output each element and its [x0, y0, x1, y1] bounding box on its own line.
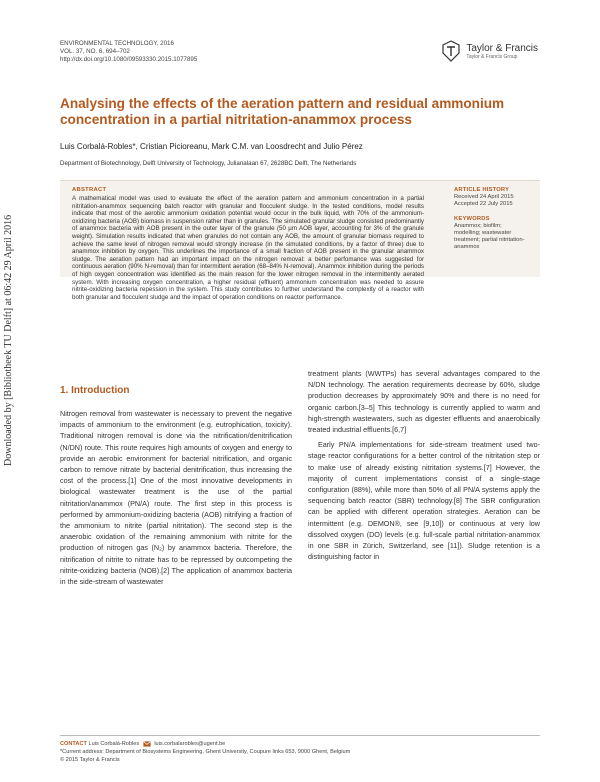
article-title: Analysing the effects of the aeration pattern and residual ammonium concentration in a partial nitritation-anammox process — [60, 96, 505, 127]
footer — [60, 740, 540, 764]
keyword-line: modelling; wastewater — [454, 230, 512, 237]
copyright: © 2015 Taylor & Francis — [60, 757, 120, 763]
contact-email[interactable]: luis.corbalarobles@ugent.be — [154, 741, 226, 747]
publisher-group: Taylor & Francis Group — [466, 53, 518, 60]
author-list: Luis Corbalá-Robles*, Cristian Picioreanu, Mark C.M. van Loosdrecht and Julio Pérez — [60, 142, 363, 151]
article-sidebar — [454, 187, 534, 252]
publisher-name: Taylor & Francis — [466, 42, 538, 54]
keywords-heading: KEYWORDS — [454, 215, 490, 222]
article-history-heading: ARTICLE HISTORY — [454, 187, 510, 193]
journal-volume: VOL. 37, NO. 6, 694–702 — [60, 48, 130, 55]
abstract-heading: ABSTRACT — [72, 187, 107, 193]
footer-divider — [60, 735, 540, 736]
contact-name: Luis Corbalá-Robles — [88, 741, 140, 747]
body-column-left — [60, 408, 292, 591]
affiliation: Department of Biotechnology, Delft University of Technology, Julianalaan 67, 2628BC Delft, The Netherlands — [60, 160, 357, 167]
keyword-line: treatment; partial nitritation- — [454, 237, 525, 244]
journal-meta — [60, 40, 197, 64]
paragraph: treatment plants (WWTPs) has several advantages compared to the N/DN technology. The aeration requirements decrease by 60%, sludge production decreases by approximately 90% and there is no need for organic carbon.[3–5] This technology is currently applied to warm and high-strength wastewaters, such as digester effluents and anaerobically treated industrial effluents.[6,7] — [308, 369, 540, 435]
journal-name: ENVIRONMENTAL TECHNOLOGY, 2016 — [60, 40, 174, 47]
keyword-line: Anammox; biofilm; — [454, 222, 502, 229]
mail-icon — [143, 741, 151, 747]
current-address: *Current address: Department of Biosystems Engineering, Ghent University, Coupure links 653, 9000 Ghent, Belgium — [60, 749, 351, 755]
journal-doi[interactable]: http://dx.doi.org/10.1080/09593330.2015.1077895 — [60, 56, 198, 63]
download-watermark: Downloaded by [Bibliotheek TU Delft] at 06:42 29 April 2016 — [3, 214, 14, 466]
publisher-logo — [441, 40, 538, 62]
publisher-logo-icon — [441, 40, 461, 62]
received-date: Received 24 April 2015 — [454, 194, 514, 201]
accepted-date: Accepted 22 July 2015 — [454, 201, 513, 208]
abstract-text: A mathematical model was used to evaluate the effect of the aeration pattern and ammonium concentration in a partial nitritation-anammox sequencing batch reactor with granular and flocculent sludge. In the tested conditions, model results indicate that most of the aerobic ammonium oxidation potential would occur in the bulk liquid, with 70% of the ammonium-oxidizing bacteria (AOB) biomass in suspension rather than in granules. The simulated granular sludge consisted predominantly of anammox bacteria with AOB present in the outer layer of the granule (50 µm AOB layer, accounting for 3% of the granule weight). Simulation results indicated that when granules do not contain any AOB, the amount of granular biomass required to achieve the same level of nitrogen removal would strongly increase (in the simulated conditions, by a factor of three) due to anammox inhibition by oxygen. This underlines the importance of a small fraction of AOB present in the granular anammox sludge. The aeration pattern had an important impact on the nitrogen removal: a better perfomance was suggested for continuous aeration (90% N-removal) than for intermittent aeration (68–84% N-removal). Anammox inhibition during the periods of high oxygen concentration was identified as the main reason for the lower nitrogen removal in the intermittently aerated system. With increasing oxygen concentration, a higher residual (effluent) ammonium concentration was needed to assure nitrite-oxidizing bacteria repession in the system. This study contributes to further understand the complexity of a reactor with both granular and flocculent sludge and the impact of operation conditions on reactor performance. — [72, 195, 424, 301]
contact-line — [60, 740, 540, 748]
contact-label: CONTACT — [60, 741, 87, 747]
paragraph: Early PN/A implementations for side-stream treatment used two-stage reactor configurations for a better control of the nitritation step or to make use of already existing nitritation systems.[7] However, the majority of current implementations consist of a single-stage configuration (88%), while more than 50% of all PN/A systems apply the sequencing batch reactor (SBR) technology.[8] The SBR configuration can be applied with different operation strategies. Aeration can be intermittent (e.g. DEMON®, see [9,10]) or continuous at very low dissolved oxygen (DO) levels (e.g. full-scale partial nitritation-anammox in one SBR in Zürich, Switzerland, see [11]). Sludge retention is a distinguishing factor in — [308, 440, 540, 562]
section-heading: 1. Introduction — [60, 385, 130, 396]
paragraph: Nitrogen removal from wastewater is necessary to prevent the negative impacts of ammonium to the environment (e.g. eutrophication, toxicity). Traditional nitrogen removal is done via the nitrification/denitrification (N/DN) route. This route requires high amounts of oxygen and energy to provide an aerobic environment for bacterial nitrification, and organic carbon to remove nitrate by bacterial denitrification, thus increasing the cost of the process.[1] One of the most innovative developments in biological wastewater treatment is the use of the partial nitritation/anammox (PN/A) route. The first step in this process is performed by ammonium-oxidizing bacteria (AOB) nitrifying a fraction of the ammonium to nitrite (partial nitritation). The second step is the anaerobic oxidation of the remaining ammonium with nitrite for the production of nitrogen gas (N₂) by anammox bacteria. Therefore, the nitrification of nitrite to nitrate has to be repressed by outcompeting the nitrite-oxidizing bacteria (NOB).[2] The application of anammox bacteria in the side-stream of wastewater — [60, 409, 292, 587]
keyword-list — [454, 223, 534, 252]
keyword-line: anammox — [454, 244, 480, 251]
body-column-right — [308, 368, 540, 566]
